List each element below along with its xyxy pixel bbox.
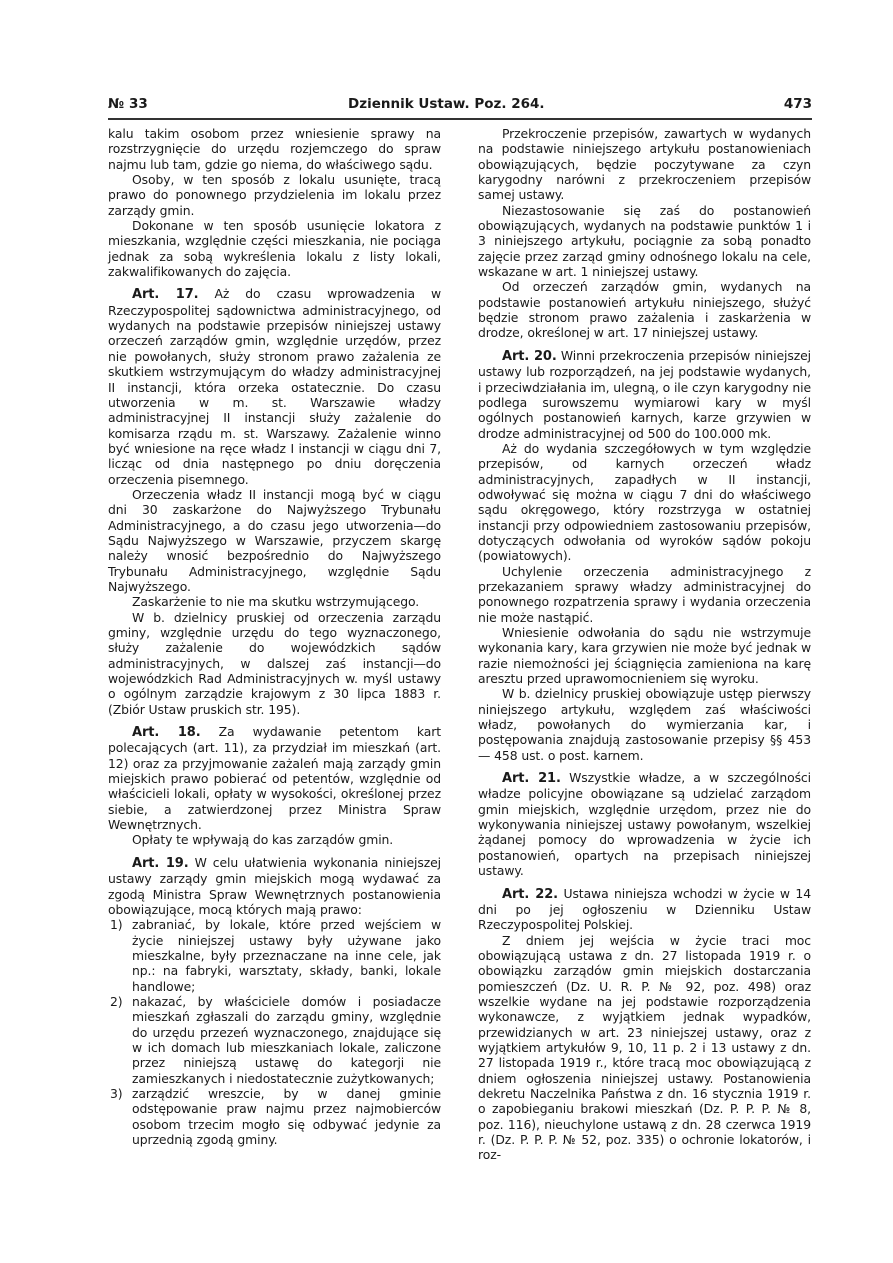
item-text: zarządzić wreszcie, by w danej gminie odstępowanie praw najmu przez najmobierców osobom trzecim mogło się odbywać jedynie za uprzednią zgodą gminy. <box>132 1085 441 1147</box>
right-column <box>478 126 811 1163</box>
item-number: 3) <box>110 1085 123 1101</box>
list-item <box>108 994 441 1086</box>
article-text: Winni przekroczenia przepisów niniejszej ustawy lub rozporządzeń, na jej podstawie wydanych, i przeciwdziałania im, ulegną, o ile czyn karygodny nie podlega surowszemu wymiarowi kary w myśl ogólnych postanowień karnych, karze grzywien w drodze administracyjnej od 500 do 100.000 mk. <box>478 347 811 441</box>
article-text: Za wydawanie petentom kart polecających (art. 11), za przydział im mieszkań (art. 12) oraz za przyjmowanie zażaleń mają zarządy gmin miejskich prawo pobierać od petentów, względnie od właścicieli lokali, opłaty w wysokości, określonej przez siebie, a zatwierdzonej przez Ministra Spraw Wewnętrznych. <box>108 724 441 833</box>
paragraph: Od orzeczeń zarządów gmin, wydanych na podstawie postanowień artykułu niniejszego, służyć będzie stronom prawo zażalenia i zaskarżenia w drodze, określonej w art. 17 niniejszej ustawy. <box>478 279 811 341</box>
article-17 <box>108 286 441 486</box>
paragraph: W b. dzielnicy pruskiej od orzeczenia zarządu gminy, względnie urzędu do tego wyznaczonego, służy zażalenie do wojewódzkich sądów administracyjnych, w dalszej zaś instancji—do wojewódzkich Rad Administracyjnych w. myśl ustawy o ogólnym zarządzie krajowym z 30 lipca 1883 r. (Zbiór Ustaw pruskich str. 195). <box>108 609 441 717</box>
article-22 <box>478 886 811 933</box>
item-number: 2) <box>110 993 123 1009</box>
journal-title: Dziennik Ustaw. Poz. 264. <box>348 96 545 112</box>
paragraph: Aż do wydania szczegółowych w tym względzie przepisów, od karnych orzeczeń władz administracyjnych, zapadłych w II instancji, odwoływać się można w ciągu 7 dni do właściwego sądu okręgowego, który rozstrzyga w ostatniej instancji przy odpowiedniem zastosowaniu przepisów, dotyczących odwołania od wyroków sądów pokoju (powiatowych). <box>478 440 811 564</box>
paragraph: Wniesienie odwołania do sądu nie wstrzymuje wykonania kary, kara grzywien nie może być jednak w razie niemożności jej ściągnięcia zamieniona na karę aresztu przed uprawomocnieniem się wyroku. <box>478 625 811 687</box>
article-label: Art. 19. <box>132 855 189 871</box>
paragraph: Dokonane w ten sposób usunięcie lokatora z mieszkania, względnie części mieszkania, nie pociąga jednak za sobą wykreślenia lokalu z listy lokali, zakwalifikowanych do zajęcia. <box>108 218 441 280</box>
article-19 <box>108 855 441 917</box>
paragraph: kalu takim osobom przez wniesienie sprawy na rozstrzygnięcie do urzędu rozjemczego do spraw najmu lub tam, gdzie go niema, do właściwego sądu. <box>108 126 441 172</box>
paragraph: Z dniem jej wejścia w życie traci moc obowiązującą ustawa z dn. 27 listopada 1919 r. o obowiązku zarządów gmin miejskich dostarczania pomieszczeń (Dz. U. R. P. № 92, poz. 498) oraz wszelkie wydane na jej podstawie rozporządzenia wykonawcze, z wyjątkiem jednak wypadków, przewidzianych w art. 23 niniejszej ustawy, oraz z wyjątkiem artykułów 9, 10, 11 p. 2 i 13 ustawy z dn. 27 listopada 1919 r., które tracą moc obowiązującą z dniem ogłoszenia niniejszej ustawy. Postanowienia dekretu Naczelnika Państwa z dn. 16 stycznia 1919 r. o zapobieganiu brakowi mieszkań (Dz. P. P. P. № 8, poz. 116), nieuchylone ustawą z dn. 28 czerwca 1919 r. (Dz. P. P. P. № 52, poz. 335) o ochronie lokatorów, i roz- <box>478 932 811 1163</box>
left-column <box>108 126 441 1147</box>
list-item <box>108 917 441 994</box>
page-header <box>108 96 812 116</box>
article-text: Ustawa niniejsza wchodzi w życie w 14 dni po jej ogłoszeniu w Dzienniku Ustaw Rzeczypospolitej Polskiej. <box>478 885 811 933</box>
paragraph: W b. dzielnicy pruskiej obowiązuje ustęp pierwszy niniejszego artykułu, względem zaś właściwości władz, powołanych do wymierzania kar, i postępowania znajdują zastosowanie przepisy §§ 453 — 458 ust. o post. karnem. <box>478 686 811 763</box>
article-label: Art. 21. <box>502 771 561 787</box>
paragraph: Orzeczenia władz II instancji mogą być w ciągu dni 30 zaskarżone do Najwyższego Trybunału Administracyjnego, a do czasu jego utworzenia—do Sądu Najwyższego w Warszawie, przyczem skargę należy wnosić bezpośrednio do Najwyższego Trybunału Administracyjnego, względnie Sądu Najwyższego. <box>108 486 441 594</box>
list-item <box>108 1086 441 1147</box>
article-label: Art. 22. <box>502 886 559 902</box>
item-text: nakazać, by właściciele domów i posiadacze mieszkań zgłaszali do zarządu gminy, względnie do urzędu przezeń wyznaczonego, znajdujące się w ich domach lub mieszkaniach lokale, zaliczone przez niniejszą ustawę do kategorji nie zamieszkanych i niedostatecznie zużytkowanych; <box>132 993 441 1086</box>
paragraph: Osoby, w ten sposób z lokalu usunięte, tracą prawo do ponownego przydzielenia im lokalu przez zarządy gmin. <box>108 172 441 218</box>
article-label: Art. 18. <box>132 725 201 741</box>
article-18 <box>108 724 441 832</box>
paragraph: Uchylenie orzeczenia administracyjnego z przekazaniem sprawy władzy administracyjnej do ponownego rozpatrzenia sprawy i wydania orzeczenia nie może nastąpić. <box>478 563 811 625</box>
paragraph: Przekroczenie przepisów, zawartych w wydanych na podstawie niniejszego artykułu postanowieniach obowiązujących, będzie poczytywane za czyn karygodny narówni z przekroczeniem przepisów samej ustawy. <box>478 126 811 203</box>
article-text: Wszystkie władze, a w szczególności władze policyjne obowiązane są udzielać zarządom gmin miejskich, względnie urzędom, przez nie do wykonywania niniejszej ustawy powołanym, wszelkiej żądanej pomocy do wprowadzenia w życie ich postanowień, opartych na przepisach niniejszej ustawy. <box>478 770 811 879</box>
article-20 <box>478 348 811 441</box>
article-label: Art. 17. <box>132 287 199 303</box>
paragraph: Niezastosowanie się zaś do postanowień obowiązujących, wydanych na podstawie punktów 1 i 3 niniejszego artykułu, pociągnie za sobą ponadto zajęcie przez zarząd gminy odnośnego lokalu na cele, wskazane w art. 1 niniejszej ustawy. <box>478 202 811 280</box>
article-text: W celu ułatwienia wykonania niniejszej ustawy zarządy gmin miejskich mogą wydawać za zgodą Ministra Spraw Wewnętrznych postanowienia obowiązujące, mocą których mają prawo: <box>108 854 441 917</box>
item-text: zabraniać, by lokale, które przed wejściem w życie niniejszej ustawy były używane jako mieszkalne, były przeznaczane na inne cele, jak np.: na fabryki, warsztaty, składy, banki, lokale handlowe; <box>132 917 441 994</box>
article-text: Aż do czasu wprowadzenia w Rzeczypospolitej sądownictwa administracyjnego, od wydanych na podstawie przepisów niniejszej ustawy orzeczeń zarządów gmin, względnie urzędów, przez nie powołanych, służy stronom prawo zażalenia ze skutkiem wstrzymującym do władzy administracyjnej II instancji, która orzeka ostatecznie. Do czasu utworzenia w m. st. Warszawie władzy administracyjnej II instancji służy zażalenie do komisarza rządu m. st. Warszawy. Zażalenie winno być wniesione na ręce władz I instancji w ciągu dni 7, licząc od dnia następnego po dniu doręczenia orzeczenia pisemnego. <box>108 286 441 487</box>
article-21 <box>478 770 811 878</box>
issue-number: № 33 <box>108 96 148 112</box>
header-rule <box>108 118 812 120</box>
paragraph: Opłaty te wpływają do kas zarządów gmin. <box>132 832 394 848</box>
article-label: Art. 20. <box>502 348 557 364</box>
item-number: 1) <box>110 917 123 933</box>
paragraph: Zaskarżenie to nie ma skutku wstrzymującego. <box>132 594 420 610</box>
page-number: 473 <box>783 96 812 112</box>
